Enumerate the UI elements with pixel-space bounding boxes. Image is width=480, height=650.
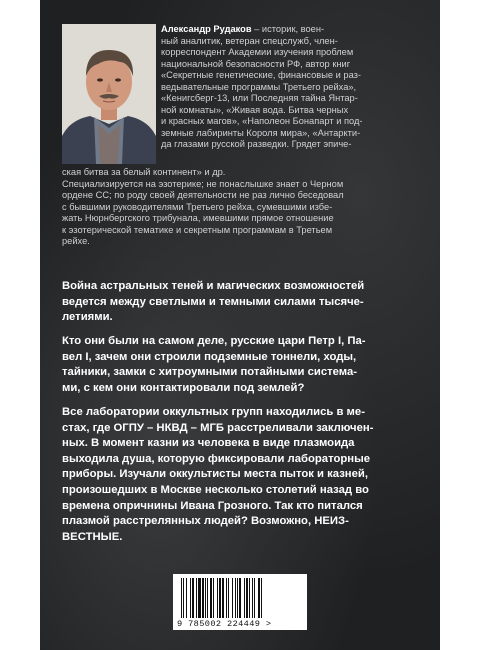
bio-line: ной комнаты», «Живая вода. Битва черных: [161, 104, 349, 115]
blurb-line: Все лаборатории оккультных групп находились в ме-: [62, 406, 365, 418]
author-bio-top: [161, 24, 429, 151]
barcode-bar: [261, 578, 262, 618]
blurb-line: ми, с кем они контактировали под землей?: [62, 381, 305, 394]
barcode-bar: [198, 578, 201, 618]
barcode-bar: [186, 578, 187, 618]
barcode-bar: [237, 578, 238, 618]
blurb-paragraph-3: [62, 405, 422, 545]
barcode-bar: [235, 578, 236, 618]
barcode-bar: [246, 578, 248, 618]
blurb-line: летиями.: [62, 311, 113, 324]
author-bio-bottom: [62, 167, 418, 248]
bio-line: ская битва за белый континент» и др.: [62, 167, 226, 177]
blurb-line: ных. В момент казни из человека в виде плазмоида: [62, 437, 355, 450]
barcode-bar: [190, 578, 191, 618]
blurb-line: ВЕСТНЫЕ.: [62, 530, 123, 543]
author-photo: [62, 24, 156, 164]
author-name: Александр Рудаков: [161, 24, 252, 34]
bio-line: корреспондент Академии изучения проблем: [161, 47, 354, 57]
isbn-barcode: [173, 574, 307, 630]
bio-line: жать Нюрнбергского трибунала, имевшими прямое отношение: [62, 213, 334, 223]
bio-line: ный аналитик, ветеран спецслужб, член-: [161, 35, 338, 46]
blurb-line: времена опричнины Ивана Грозного. Так кто питался: [62, 499, 363, 512]
barcode-bar: [213, 578, 214, 618]
barcode-bars: [179, 578, 301, 618]
barcode-digits: 9 785002 224449 >: [177, 619, 272, 629]
bio-line: Специализируется на эзотерике; не понаслышке знает о Черном: [62, 178, 344, 189]
bio-line: ведывательные программы Третьего рейха»,: [161, 81, 357, 92]
bio-line: «Кенигсберг-13, или Последняя тайна Янтар-: [161, 93, 358, 103]
blurb-line: выходила душа, которую фиксировали лабораторные: [62, 452, 371, 465]
barcode-bar: [254, 578, 255, 618]
blurb-line: стах, где ОГПУ – НКВД – МГБ расстреливали заключен-: [62, 421, 374, 434]
barcode-bar: [192, 578, 194, 618]
bio-line: и красных магов», «Наполеон Бонапарт и под-: [161, 116, 363, 126]
barcode-bar: [205, 578, 206, 618]
barcode-bar: [217, 578, 218, 618]
blurb-line: тайники, замки с хитроумными потайными система-: [62, 366, 358, 379]
bio-line: земные лабиринты Короля мира», «Антаркти-: [161, 127, 361, 138]
blurb-line: вел I, зачем они строили подземные тоннели, ходы,: [62, 350, 357, 363]
blurb-line: плазмой расстрелянных людей? Возможно, НЕИЗ-: [62, 515, 349, 528]
barcode-bar: [222, 578, 224, 618]
barcode-bar: [196, 578, 197, 618]
bio-line: ордене СС; по роду своей деятельности не раз лично беседовал: [62, 190, 344, 200]
barcode-bar: [249, 578, 250, 618]
bio-line: с бывшими руководителями Третьего рейха, сумевшими избе-: [62, 201, 333, 212]
barcode-bar: [207, 578, 208, 618]
bio-line: к эзотерической тематике и секретным программам в Третьем: [62, 224, 333, 235]
barcode-bar: [232, 578, 233, 618]
barcode-bar: [239, 578, 241, 618]
bio-line: национальной безопасности РФ, автор книг: [161, 58, 351, 69]
blurb-line: произошедших в Москве несколько столетий назад во: [62, 483, 369, 496]
barcode-bar: [226, 578, 227, 618]
author-portrait-image: [62, 24, 156, 164]
blurb-line: Кто они были на самом деле, русские цари Петр I, Па-: [62, 335, 366, 347]
blurb-paragraph-2: [62, 334, 422, 396]
barcode-bar: [181, 578, 182, 618]
barcode-bar: [219, 578, 221, 618]
barcode-bar: [244, 578, 245, 618]
barcode-bar: [228, 578, 229, 618]
bio-line: рейхе.: [62, 236, 90, 246]
bio-line: «Секретные генетические, финансовые и раз-: [161, 70, 361, 80]
blurb-line: Война астральных теней и магических возможностей: [62, 280, 365, 292]
barcode-bar: [202, 578, 204, 618]
bio-line: – историк, воен-: [251, 24, 325, 34]
barcode-bar: [183, 578, 184, 618]
blurb-line: ведется между светлыми и темными силами тысяче-: [62, 295, 364, 308]
barcode-bar: [258, 578, 260, 618]
barcode-bar: [210, 578, 212, 618]
blurb-paragraph-1: [62, 279, 422, 326]
barcode-bar: [252, 578, 253, 618]
back-cover: [40, 0, 440, 650]
blurb-line: приборы. Изучали оккультисты места пыток и казней,: [62, 468, 368, 481]
bio-line: да глазами русской разведки. Грядет эпиче-: [161, 139, 352, 149]
